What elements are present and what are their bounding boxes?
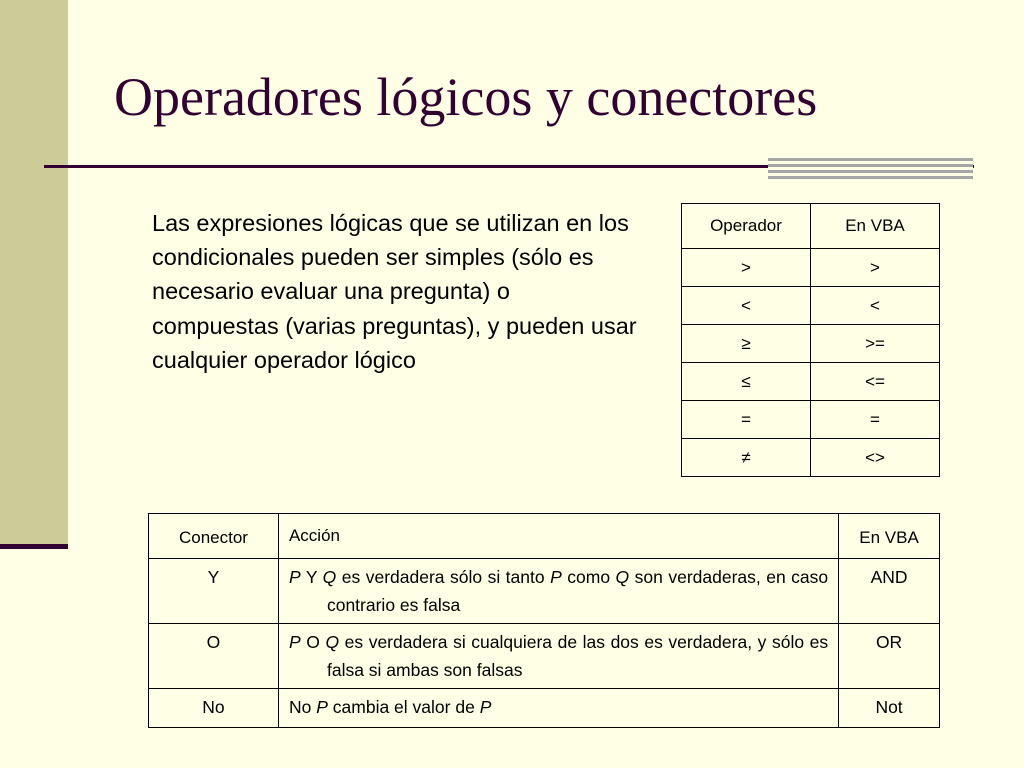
connectors-table [148, 513, 940, 728]
connector-word: No [288, 697, 312, 717]
action-text: cambia el valor de [332, 697, 475, 717]
vba-cell: OR [839, 624, 940, 689]
variable-q: Q [325, 632, 340, 652]
vba-cell: = [811, 401, 940, 439]
connector-cell: O [149, 624, 279, 689]
operator-cell: ≥ [682, 325, 811, 363]
variable-p: P [479, 697, 492, 717]
vba-cell: > [811, 249, 940, 287]
table-row [682, 287, 940, 325]
header-en-vba: En VBA [811, 204, 940, 249]
operator-cell: ≠ [682, 439, 811, 477]
variable-q: Q [322, 567, 337, 587]
variable-p: P [550, 567, 562, 587]
side-accent-line [0, 544, 68, 549]
header-accion: Acción [278, 514, 838, 559]
header-conector: Conector [149, 514, 279, 559]
table-row [149, 559, 940, 624]
table-row [682, 363, 940, 401]
connectors-header-row [149, 514, 940, 559]
vba-cell: AND [839, 559, 940, 624]
variable-p: P [316, 697, 328, 717]
slide-title: Operadores lógicos y conectores [114, 67, 818, 127]
action-text: son verdaderas, en caso contrario es falsa [326, 567, 829, 615]
operator-cell: = [682, 401, 811, 439]
connector-word: O [306, 632, 320, 652]
action-cell [278, 689, 838, 728]
connector-cell: No [149, 689, 279, 728]
side-decor-bar [0, 0, 68, 545]
table-row [682, 439, 940, 477]
action-text: es verdadera sólo si tanto [341, 567, 545, 587]
vba-cell: <= [811, 363, 940, 401]
action-cell [278, 559, 838, 624]
connector-cell: Y [149, 559, 279, 624]
connector-word: Y [305, 567, 318, 587]
operators-header-row [682, 204, 940, 249]
action-cell [278, 624, 838, 689]
title-rule-grey-stripes [768, 158, 973, 179]
action-text: como [567, 567, 611, 587]
variable-p: P [288, 632, 301, 652]
intro-paragraph: Las expresiones lógicas que se utilizan en los condicionales pueden ser simples (sólo es necesario evaluar una pregunta) o compuestas (varias preguntas), y pueden usar cualquier operador lógico [152, 210, 637, 373]
table-row [682, 401, 940, 439]
header-en-vba: En VBA [839, 514, 940, 559]
table-row [149, 689, 940, 728]
variable-p: P [288, 567, 301, 587]
vba-cell: <> [811, 439, 940, 477]
operator-cell: > [682, 249, 811, 287]
vba-cell: Not [839, 689, 940, 728]
action-text: es verdadera si cualquiera de las dos es verdadera, y sólo es falsa si ambas son falsas [326, 632, 829, 680]
table-row [682, 249, 940, 287]
table-row [149, 624, 940, 689]
operator-cell: < [682, 287, 811, 325]
header-operador: Operador [682, 204, 811, 249]
vba-cell: < [811, 287, 940, 325]
variable-q: Q [615, 567, 630, 587]
vba-cell: >= [811, 325, 940, 363]
operator-cell: ≤ [682, 363, 811, 401]
operators-table [681, 203, 940, 477]
table-row [682, 325, 940, 363]
